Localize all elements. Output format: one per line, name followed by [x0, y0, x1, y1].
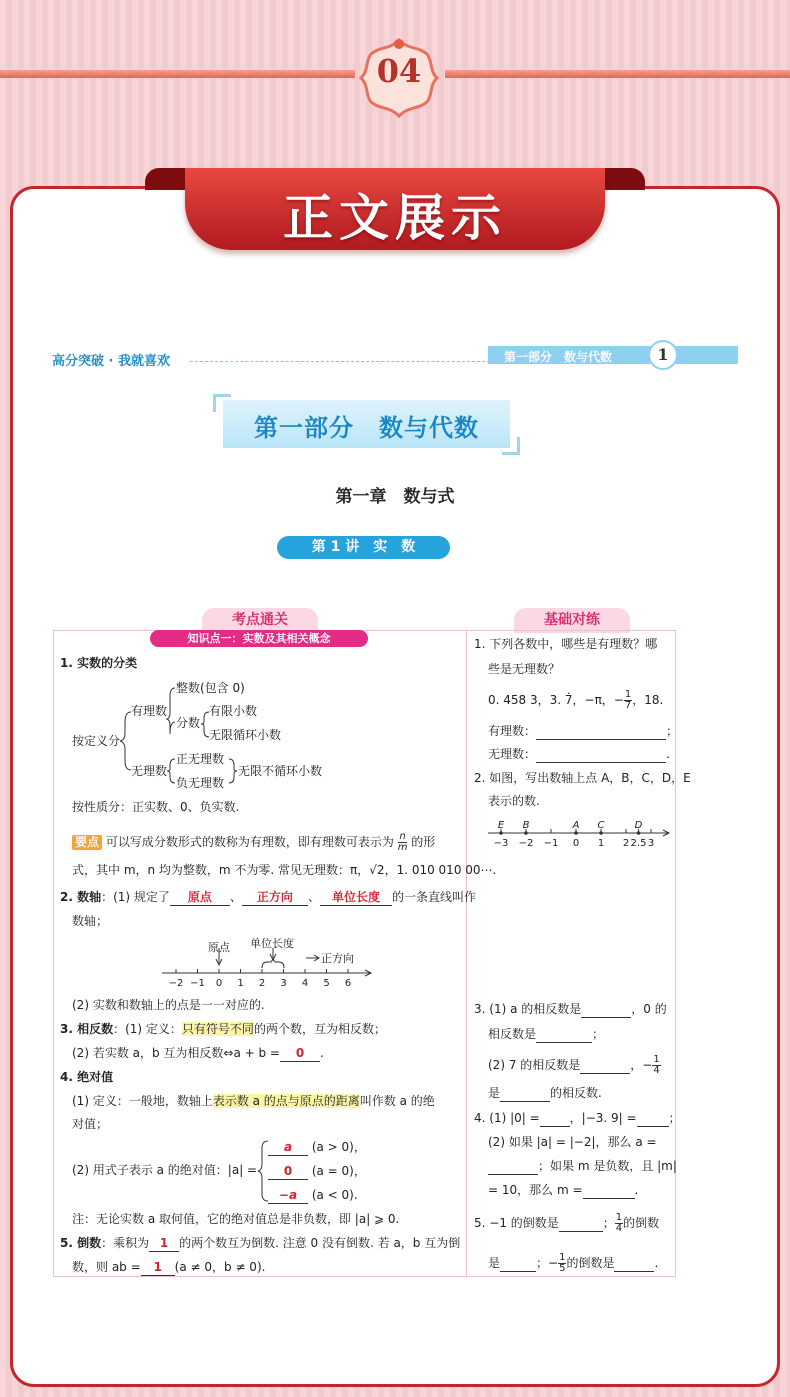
section-5-line-1: 5. 倒数：乘积为 1 的两个数互为倒数. 注意 0 没有倒数. 若 a，b 互为倒	[60, 1236, 461, 1250]
page-number: 1	[648, 340, 678, 370]
question-1-numbers: 0. 458 3，3. 7̇，−π，− $\frac{1}{7}$ ，18.	[488, 689, 664, 711]
classification-integer: 整数(包含 0)	[176, 681, 245, 695]
question-1-line-2: 些是无理数？	[488, 662, 561, 676]
number-line-2-point-label: B	[522, 820, 530, 831]
question-2-line-2: 表示的数.	[488, 794, 540, 808]
classification-positive-irrational: 正无理数	[176, 752, 225, 766]
number-line-1-tick-label: 0	[215, 978, 223, 989]
question-1-rational-answer: 有理数： ；	[488, 724, 679, 738]
question-1-irrational-answer: 无理数： .	[488, 747, 670, 761]
number-line-unit-label: 单位长度	[250, 937, 294, 950]
lesson-title: 第 1 讲 实 数	[277, 536, 450, 559]
number-line-1-tick-label: −1	[190, 978, 205, 989]
number-line-2-tick-label: −3	[493, 838, 509, 849]
banner-title: 正文展示	[283, 189, 507, 247]
classification-irrational: 无理数	[131, 764, 168, 778]
classification-repeating-decimal: 无限循环小数	[209, 728, 282, 742]
key-point-fraction: $\frac{n}{m}$	[397, 831, 408, 853]
classification-root: 按定义分	[72, 734, 121, 748]
section-2-line-2: 数轴；	[72, 914, 109, 928]
question-4-line-4: = 10，那么 m = .	[488, 1183, 639, 1197]
right-section-tab: 基础对练	[514, 608, 630, 633]
part-title: 第一部分 数与代数	[254, 414, 479, 442]
number-line-2-point-label: E	[497, 820, 505, 831]
number-line-1-tick-label: 6	[344, 978, 352, 989]
section-4-formula-label: (2) 用式子表示 a 的绝对值：|a| =	[72, 1163, 258, 1177]
number-line-2-point-label: A	[572, 820, 580, 831]
number-line-2-tick-label: −2	[518, 838, 534, 849]
running-header-right: 第一部分 数与代数	[504, 350, 613, 364]
classification-negative-irrational: 负无理数	[176, 776, 225, 790]
number-line-1-tick-label: 4	[301, 978, 309, 989]
section-4-title: 4. 绝对值	[60, 1070, 114, 1084]
number-line-2-tick-label: 2.5	[630, 838, 647, 849]
question-5-line-2: 是 ；− $\frac{1}{5}$ 的倒数是 .	[488, 1252, 659, 1274]
number-line-2-tick-label: 3	[647, 838, 655, 849]
absolute-value-case-3: −a (a < 0).	[268, 1188, 358, 1204]
question-4-line-3: ；如果 m 是负数，且 |m|	[488, 1159, 677, 1175]
question-4-line-1: 4. (1) |0| = ，|−3. 9| = ；	[474, 1111, 681, 1125]
question-3-line-2: 相反数是 ；	[488, 1027, 605, 1041]
number-line-2-point-label: D	[634, 820, 643, 831]
classification-by-sign: 按性质分：正实数、0、负实数.	[72, 800, 240, 814]
number-line-1-tick-label: 2	[258, 978, 266, 989]
section-4-line-2: 对值；	[72, 1117, 109, 1131]
section-3-line-1: 3. 相反数：(1) 定义：只有符号不同的两个数，互为相反数；	[60, 1022, 386, 1036]
number-line-1-tick-label: 1	[237, 978, 244, 989]
chapter-title: 第一章 数与式	[335, 487, 455, 507]
question-3-line-4: 是 的相反数.	[488, 1086, 602, 1100]
question-3-line-3: (2) 7 的相反数是 ，− $\frac{1}{4}$	[488, 1054, 660, 1076]
absolute-value-case-2: 0 (a = 0)，	[268, 1164, 366, 1180]
classification-fraction: 分数	[176, 716, 201, 730]
key-point-text-1: 可以写成分数形式的数称为有理数，即有理数可表示为	[105, 835, 394, 849]
section-1-title: 1. 实数的分类	[60, 656, 138, 670]
question-2-line-1: 2. 如图，写出数轴上点 A，B，C，D，E	[474, 771, 691, 785]
classification-nonrepeating-decimal: 无限不循环小数	[238, 764, 323, 778]
number-line-2-point-label: C	[597, 820, 605, 831]
question-4-line-2: (2) 如果 |a| = |−2|，那么 a =	[488, 1135, 657, 1149]
section-2-point-2: (2) 实数和数轴上的点是一一对应的.	[72, 998, 265, 1012]
number-badge-text: 04	[376, 52, 422, 90]
number-line-1-tick-label: 5	[323, 978, 330, 989]
question-3-line-1: 3. (1) a 的相反数是 ，0 的	[474, 1002, 667, 1016]
running-header-left: 高分突破 · 我就喜欢	[52, 354, 170, 369]
number-line-origin-label: 原点	[208, 941, 230, 954]
key-point-badge: 要点	[72, 835, 102, 850]
key-point-line-2: 式，其中 m，n 均为整数，m 不为零. 常见无理数：π，√2，1. 010 010 00⋯.	[72, 863, 497, 877]
question-1-line-1: 1. 下列各数中，哪些是有理数？哪	[474, 637, 658, 651]
number-line-1-tick-label: 3	[280, 978, 287, 989]
classification-rational: 有理数	[131, 704, 168, 718]
section-2-line-1: 2. 数轴：(1) 规定了 原点 、 正方向 、 单位长度 的一条直线叫作	[60, 890, 476, 904]
question-5-line-1: 5. −1 的倒数是 ； $\frac{1}{4}$ 的倒数	[474, 1212, 660, 1234]
knowledge-point-label: 知识点一：实数及其相关概念	[150, 630, 368, 647]
number-line-2-tick-label: 0	[572, 838, 580, 849]
number-line-1-tick-label: −2	[168, 978, 184, 989]
section-3-line-2: (2) 若实数 a，b 互为相反数⇔a + b = 0 .	[72, 1046, 324, 1060]
section-5-line-2: 数，则 ab = 1 (a ≠ 0，b ≠ 0).	[72, 1260, 266, 1274]
classification-finite-decimal: 有限小数	[209, 704, 258, 718]
number-line-direction-label: 正方向	[321, 952, 354, 965]
absolute-value-case-1: a (a > 0)，	[268, 1140, 366, 1156]
section-4-line-1: (1) 定义：一般地，数轴上表示数 a 的点与原点的距离叫作数 a 的绝	[72, 1094, 435, 1108]
number-line-2-tick-label: −1	[543, 838, 559, 849]
left-section-tab: 考点通关	[202, 608, 318, 633]
number-line-2-tick-label: 2	[622, 838, 630, 849]
section-4-note: 注：无论实数 a 取何值，它的绝对值总是非负数，即 |a| ⩾ 0.	[72, 1212, 400, 1226]
key-point-text-1-end: 的形	[411, 835, 436, 849]
number-line-2-tick-label: 1	[597, 838, 605, 849]
